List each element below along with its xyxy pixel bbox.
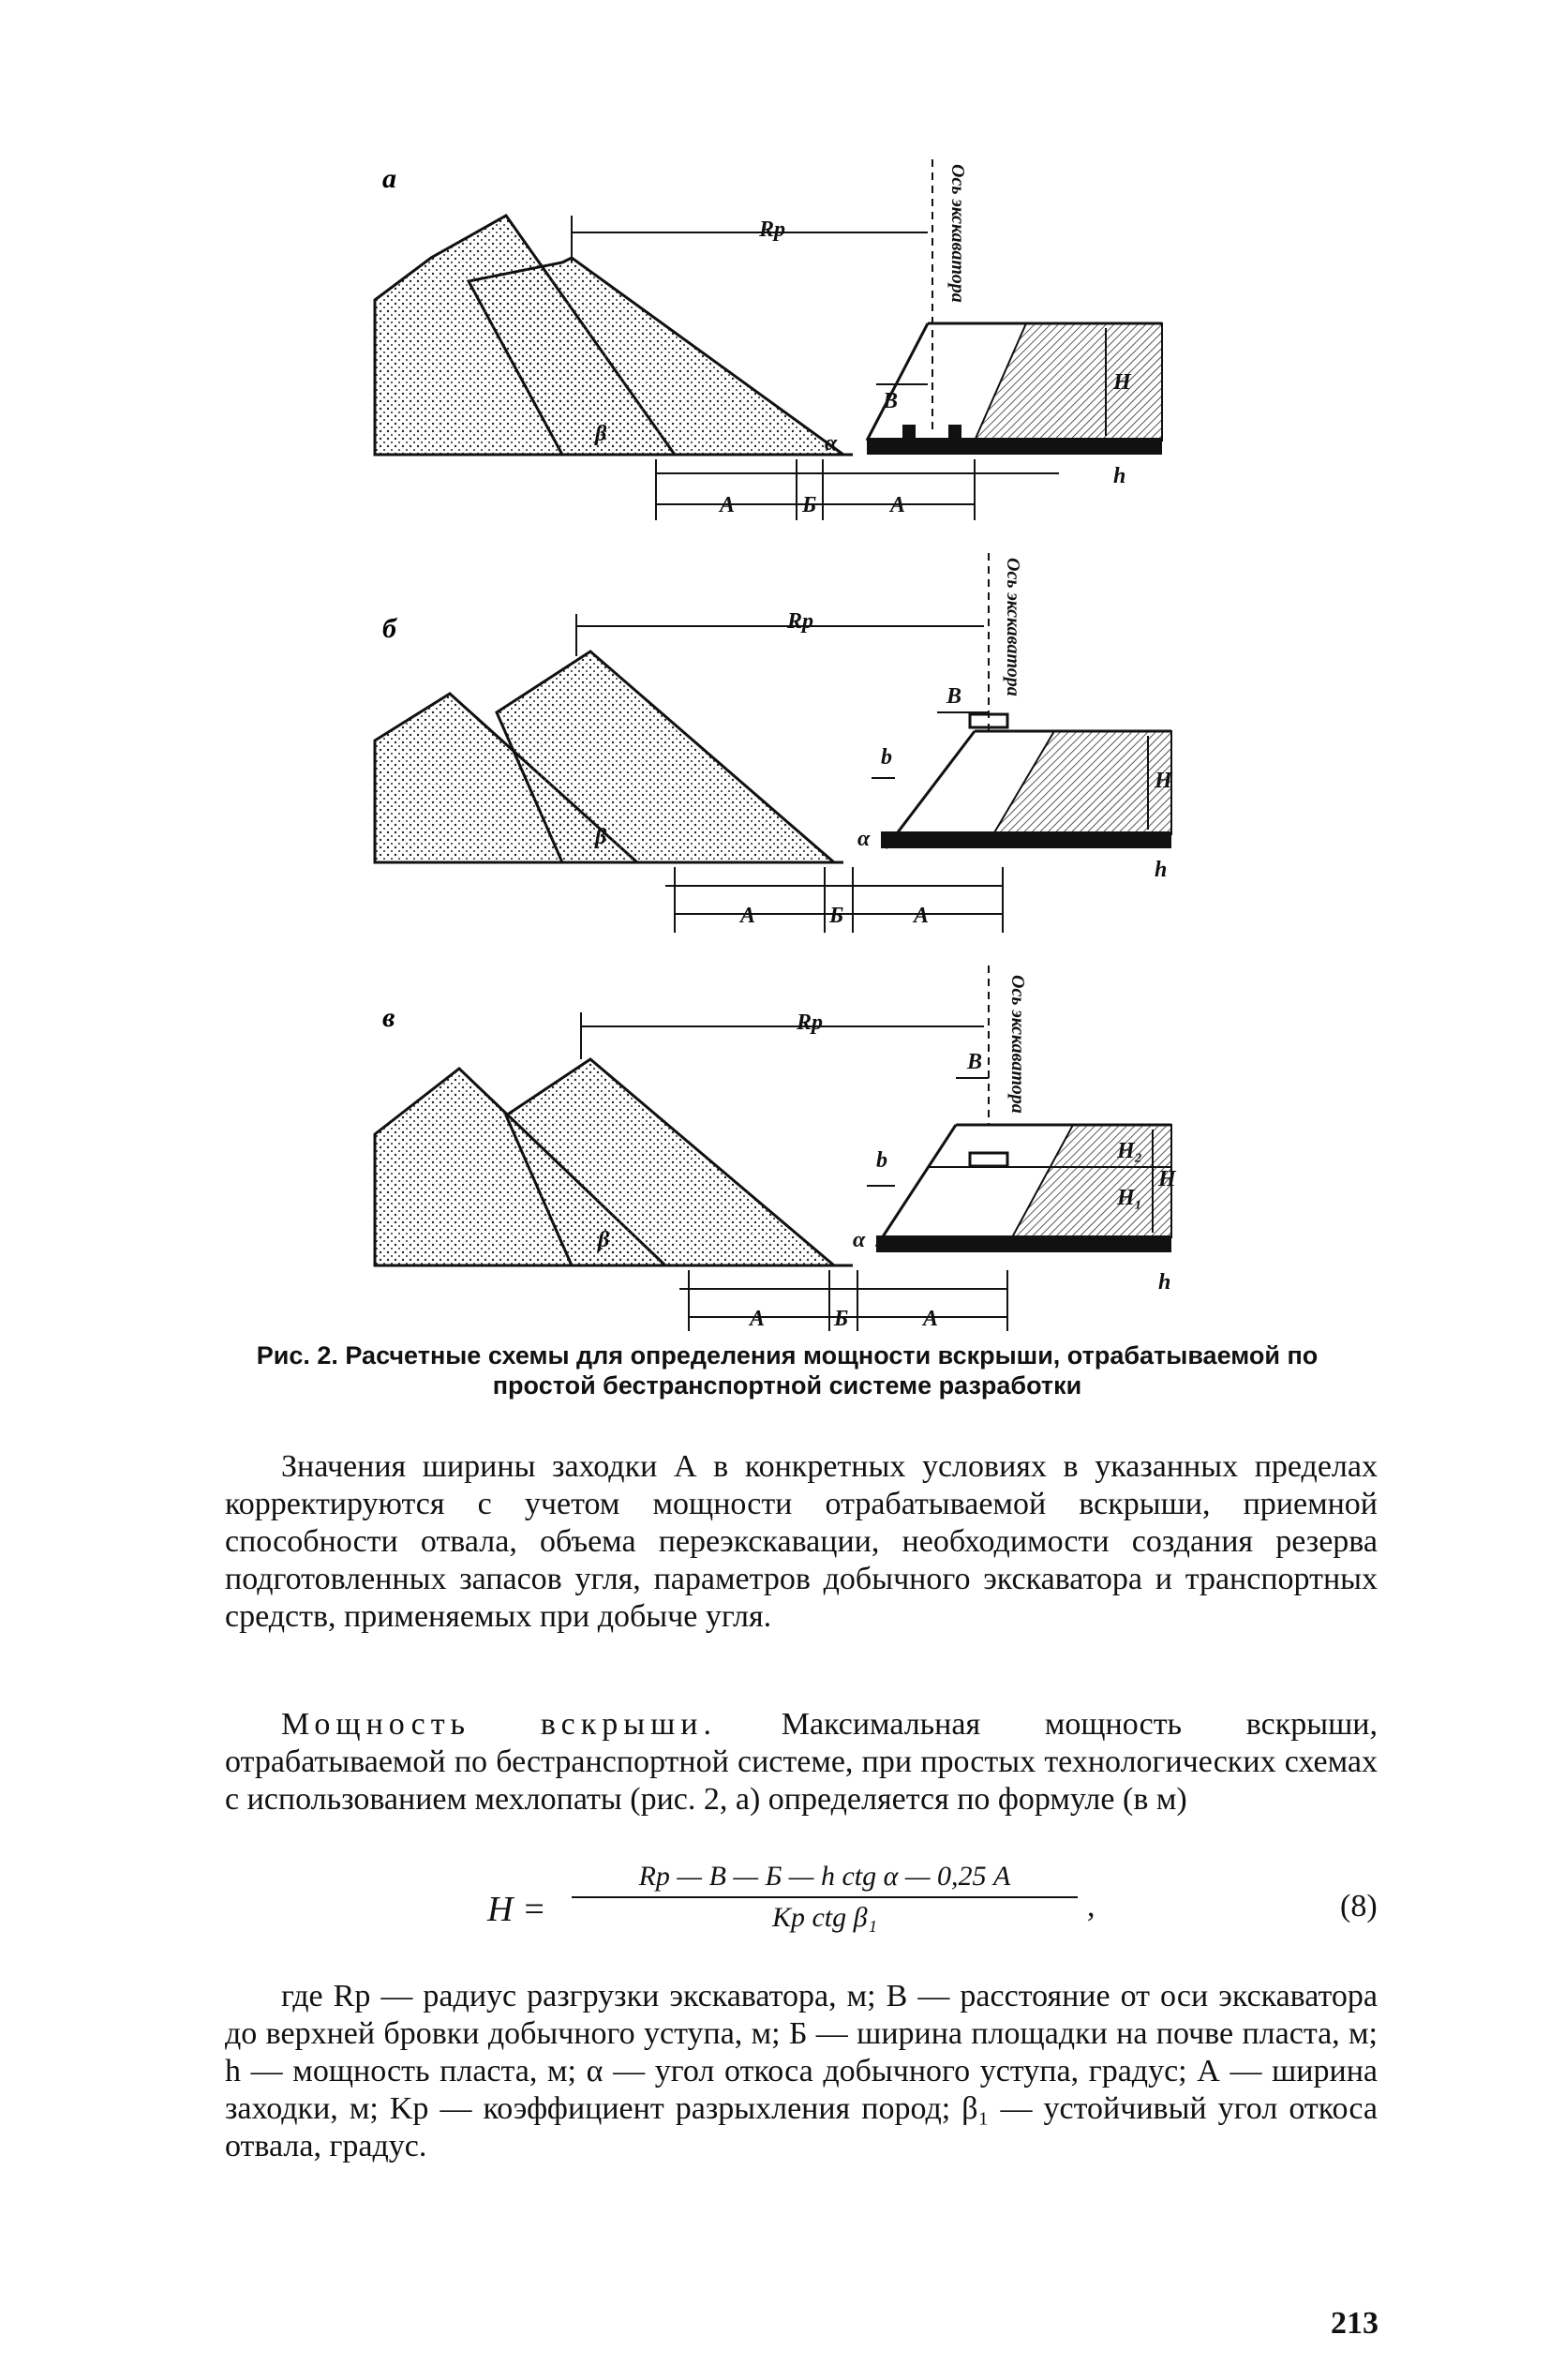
h-big-label: H — [1155, 769, 1172, 793]
a-label-1: А — [750, 1307, 766, 1331]
h2-label: H₂ — [1117, 1139, 1143, 1163]
beta-label: β — [595, 422, 607, 446]
formula-denominator: Kp ctg β₁ — [771, 1902, 878, 1933]
a-label-2: А — [914, 904, 930, 928]
beta-label: β — [595, 825, 607, 849]
paragraph-1: Значения ширины заходки А в конкретных условиях в указанных пределах корректируются с учетом мощности отрабатываемой вскрыши, приемной способности отвала, объема переэкскавации, необходимости создания резерва подготовленных запасов угля, параметров добычного экскаватора и транспортных средств, применяемых при добыче угля. — [225, 1449, 1378, 1634]
axis-label: Ось экскаватора — [1007, 975, 1028, 1114]
h-small-label: h — [1158, 1270, 1171, 1295]
b2-label: Б — [829, 904, 844, 928]
page-number: 213 — [1331, 2306, 1379, 2341]
formula-fraction — [572, 1861, 1078, 1934]
h-small-label: h — [1113, 464, 1126, 488]
axis-label: Ось экскаватора — [1003, 558, 1023, 696]
a-label-2: А — [923, 1307, 939, 1331]
formula-lhs: H = — [487, 1890, 546, 1929]
panel-label-v: в — [382, 1002, 395, 1033]
h-big-label: H — [1113, 370, 1131, 395]
a-label-2: А — [890, 493, 906, 517]
h-small-label: h — [1155, 858, 1168, 882]
paragraph-2-text: Максимальная мощность вскрыши, отрабатываемой по бестранспортной системе, при простых технологических схемах с использованием мехлопаты (рис. 2, а) определяется по формуле (в м) — [225, 1707, 1378, 1817]
b-label: В — [967, 1050, 983, 1074]
b-small-label: b — [881, 745, 892, 770]
b-small-label: b — [876, 1148, 887, 1173]
scheme-b-diagram — [356, 553, 1181, 947]
paragraph-2 — [225, 1706, 1378, 1819]
formula-numerator: Rp — B — Б — h ctg α — 0,25 A — [572, 1861, 1078, 1898]
h-big-label: H — [1158, 1167, 1176, 1191]
rp-label: Rp — [787, 609, 814, 634]
formula-8 — [487, 1861, 1162, 1954]
scheme-v-diagram — [356, 965, 1181, 1340]
overburden-bench — [975, 323, 1162, 441]
bench-slope-left — [867, 323, 928, 441]
b-label: В — [946, 684, 962, 709]
equation-number: (8) — [1340, 1889, 1378, 1923]
formula-comma: , — [1087, 1889, 1095, 1923]
caption-line-2: простой бестранспортной системе разработки — [492, 1371, 1082, 1400]
b-label: В — [883, 389, 899, 413]
figure-caption — [187, 1340, 1387, 1400]
rp-label: Rp — [797, 1010, 824, 1035]
b2-label: Б — [802, 493, 817, 517]
paragraph-3: где Rp — радиус разгрузки экскаватора, м; B — расстояние от оси экскаватора до верхней бровки добычного уступа, м; Б — ширина площадки на почве пласта, м; h — мощность пласта, м; α — угол откоса добычного уступа, градус; А — ширина заходки, м; Kp — коэффициент разрыхления пород; β₁ — устойчивый угол откоса отвала, градус. — [225, 1979, 1378, 2163]
alpha-label: α — [825, 431, 838, 456]
b2-label: Б — [834, 1307, 849, 1331]
figure-panel-b — [356, 553, 1181, 947]
figure-panel-a — [356, 159, 1181, 553]
alpha-label: α — [853, 1228, 866, 1252]
scheme-a-diagram — [356, 159, 1181, 553]
a-label-1: А — [740, 904, 756, 928]
section-heading: Мощность вскрыши. — [281, 1707, 717, 1742]
rp-label: Rp — [759, 217, 786, 242]
h1-label: H₁ — [1117, 1186, 1143, 1210]
coal-seam — [867, 438, 1162, 455]
figure-panel-v — [356, 965, 1181, 1340]
alpha-label: α — [857, 827, 871, 851]
a-label-1: А — [720, 493, 736, 517]
caption-line-1: Рис. 2. Расчетные схемы для определения мощности вскрыши, отрабатываемой по — [256, 1341, 1319, 1370]
beta-label: β — [598, 1228, 610, 1252]
panel-label-b: б — [382, 613, 396, 644]
axis-label: Ось экскаватора — [947, 164, 968, 303]
panel-label-a: а — [382, 163, 396, 194]
